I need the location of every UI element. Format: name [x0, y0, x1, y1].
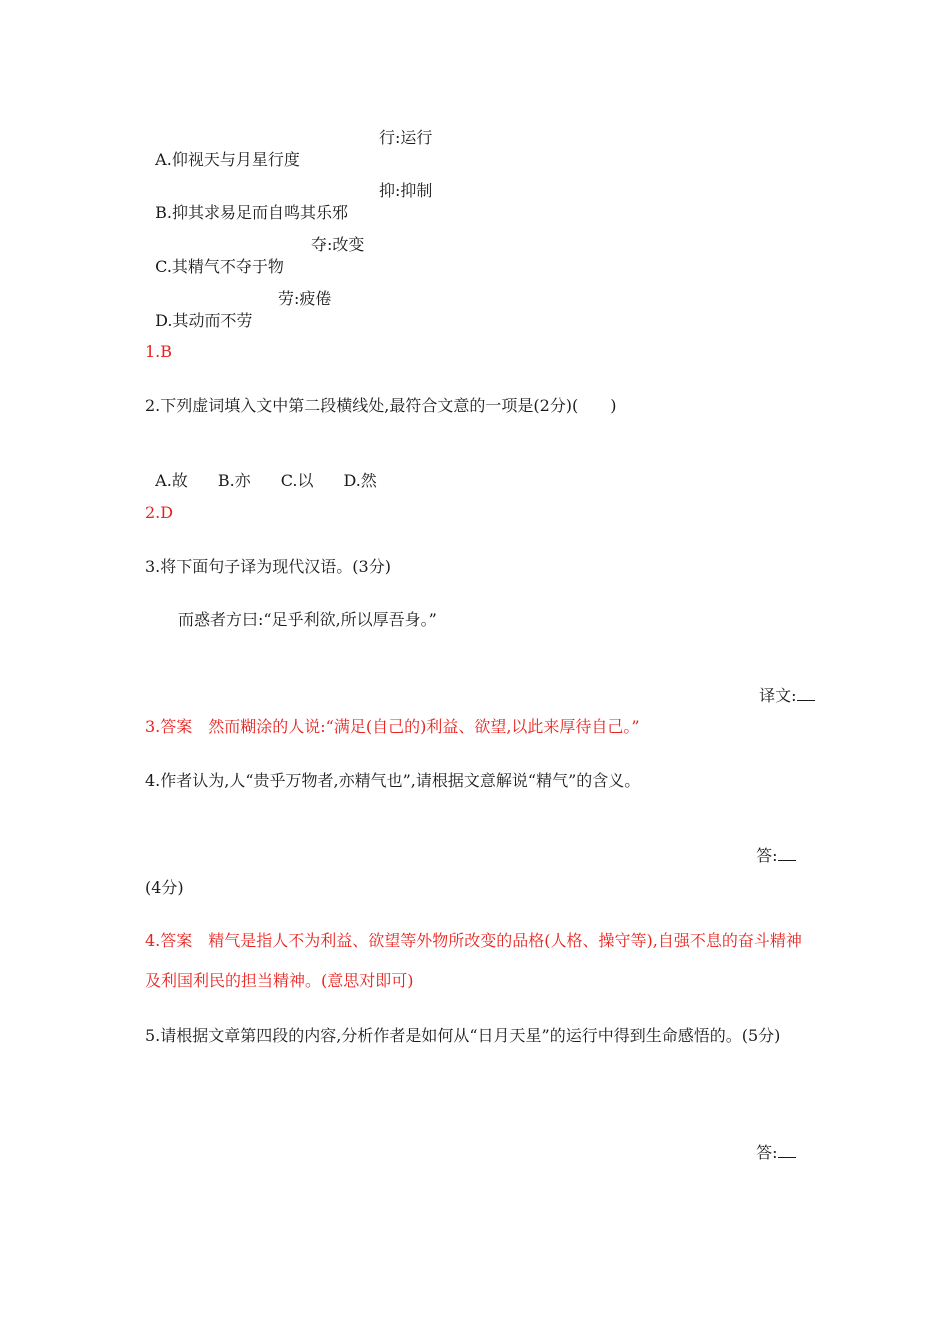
option-a-text: A.仰视天与月星行度	[155, 150, 300, 169]
option-b	[145, 180, 348, 224]
option-a-gloss: 行:运行	[379, 128, 433, 147]
answer-4-blank[interactable]	[778, 846, 796, 861]
question-4-score: (4分)	[145, 878, 184, 897]
option-c-text: C.其精气不夺于物	[155, 257, 284, 276]
answer-1: 1.B	[145, 342, 173, 361]
answer-5-prompt	[746, 1120, 796, 1164]
option-b-text: B.抑其求易足而自鸣其乐邪	[155, 203, 349, 222]
question-3-sentence: 而惑者方曰:“足乎利欲,所以厚吾身。”	[178, 610, 437, 629]
question-5: 5.请根据文章第四段的内容,分析作者是如何从“日月天星”的运行中得到生命感悟的。(5分)	[145, 1026, 781, 1045]
translation-prompt	[749, 663, 815, 707]
option-d-text: D.其动而不劳	[155, 311, 253, 330]
q2-option-b: B.亦	[217, 471, 251, 490]
translation-label: 译文:	[759, 686, 797, 705]
q2-option-a: A.故	[155, 471, 188, 490]
answer-5-blank[interactable]	[778, 1143, 796, 1158]
answer-4: 4.答案 精气是指人不为利益、欲望等外物所改变的品格(人格、操守等),自强不息的奋斗精神及利国利民的担当精神。(意思对即可)	[145, 931, 802, 990]
answer-2: 2.D	[145, 503, 174, 522]
option-a	[145, 127, 300, 171]
option-c	[145, 234, 284, 278]
question-4: 4.作者认为,人“贵乎万物者,亦精气也”,请根据文意解说“精气”的含义。	[145, 771, 641, 790]
question-2: 2.下列虚词填入文中第二段横线处,最符合文意的一项是(2分)( )	[145, 396, 617, 415]
option-d-gloss: 劳:疲倦	[278, 289, 332, 308]
q2-option-d: D.然	[343, 471, 377, 490]
answer-3: 3.答案 然而糊涂的人说:“满足(自己的)利益、欲望,以此来厚待自己。”	[145, 717, 640, 736]
question-3: 3.将下面句子译为现代汉语。(3分)	[145, 557, 391, 576]
answer-4-label: 答:	[756, 846, 778, 865]
question-2-options	[145, 448, 377, 492]
option-d	[145, 288, 253, 332]
option-b-gloss: 抑:抑制	[379, 181, 433, 200]
q2-option-c: C.以	[280, 471, 314, 490]
answer-5-label: 答:	[756, 1143, 778, 1162]
option-c-gloss: 夺:改变	[311, 235, 365, 254]
translation-blank[interactable]	[797, 686, 815, 701]
answer-4-prompt	[746, 823, 796, 867]
